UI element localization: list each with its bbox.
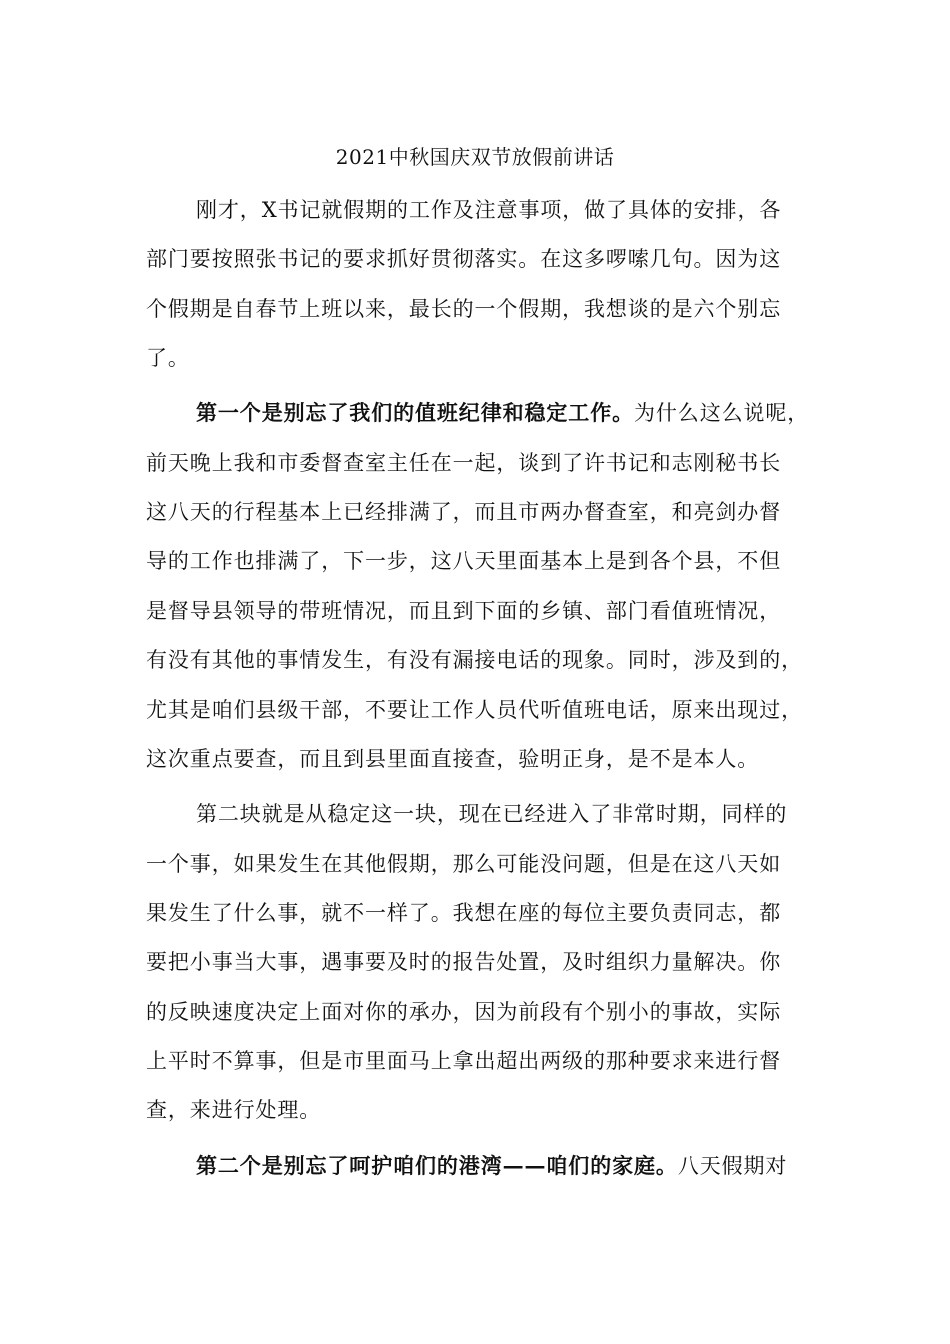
paragraph-1-line-1: 刚才，X书记就假期的工作及注意事项，做了具体的安排，各 bbox=[196, 198, 782, 222]
paragraph-2-line-5: 是督导县领导的带班情况，而且到下面的乡镇、部门看值班情况， bbox=[146, 599, 782, 623]
paragraph-2-line-4: 导的工作也排满了，下一步，这八天里面基本上是到各个县，不但 bbox=[146, 549, 782, 573]
paragraph-3-line-6: 上平时不算事，但是市里面马上拿出超出两级的那种要求来进行督 bbox=[146, 1049, 782, 1073]
paragraph-2-line-1 bbox=[196, 398, 809, 428]
paragraph-4-line-1-rest: 八天假期对 bbox=[677, 1154, 788, 1178]
section-heading-2: 第二个是别忘了呵护咱们的港湾——咱们的家庭。 bbox=[196, 1153, 678, 1178]
paragraph-2-line-3: 这八天的行程基本上已经排满了，而且市两办督查室，和亮剑办督 bbox=[146, 500, 782, 524]
paragraph-3-line-4: 要把小事当大事，遇事要及时的报告处置，及时组织力量解决。你 bbox=[146, 950, 782, 974]
paragraph-3-line-1: 第二块就是从稳定这一块，现在已经进入了非常时期，同样的 bbox=[196, 802, 788, 826]
section-heading-1: 第一个是别忘了我们的值班纪律和稳定工作。 bbox=[196, 400, 634, 425]
paragraph-3-line-2: 一个事，如果发生在其他假期，那么可能没问题，但是在这八天如 bbox=[146, 852, 782, 876]
paragraph-3-line-7: 查，来进行处理。 bbox=[146, 1098, 322, 1122]
paragraph-2-line-1-rest: 为什么这么说呢， bbox=[634, 401, 810, 425]
paragraph-3-line-5: 的反映速度决定上面对你的承办，因为前段有个别小的事故，实际 bbox=[146, 1000, 782, 1024]
paragraph-2-line-2: 前天晚上我和市委督查室主任在一起，谈到了许书记和志刚秘书长 bbox=[146, 451, 782, 475]
paragraph-1-line-4: 了。 bbox=[146, 346, 190, 370]
paragraph-2-line-6: 有没有其他的事情发生，有没有漏接电话的现象。同时，涉及到的， bbox=[146, 648, 803, 672]
paragraph-1-line-3: 个假期是自春节上班以来，最长的一个假期，我想谈的是六个别忘 bbox=[146, 297, 782, 321]
paragraph-3-line-3: 果发生了什么事，就不一样了。我想在座的每位主要负责同志，都 bbox=[146, 901, 782, 925]
paragraph-4-line-1 bbox=[196, 1151, 787, 1181]
paragraph-2-line-7: 尤其是咱们县级干部，不要让工作人员代听值班电话，原来出现过， bbox=[146, 698, 803, 722]
page-title: 2021中秋国庆双节放假前讲话 bbox=[335, 145, 615, 169]
paragraph-2-line-8: 这次重点要查，而且到县里面直接查，验明正身，是不是本人。 bbox=[146, 747, 760, 771]
paragraph-1-line-2: 部门要按照张书记的要求抓好贯彻落实。在这多啰嗦几句。因为这 bbox=[146, 247, 782, 271]
